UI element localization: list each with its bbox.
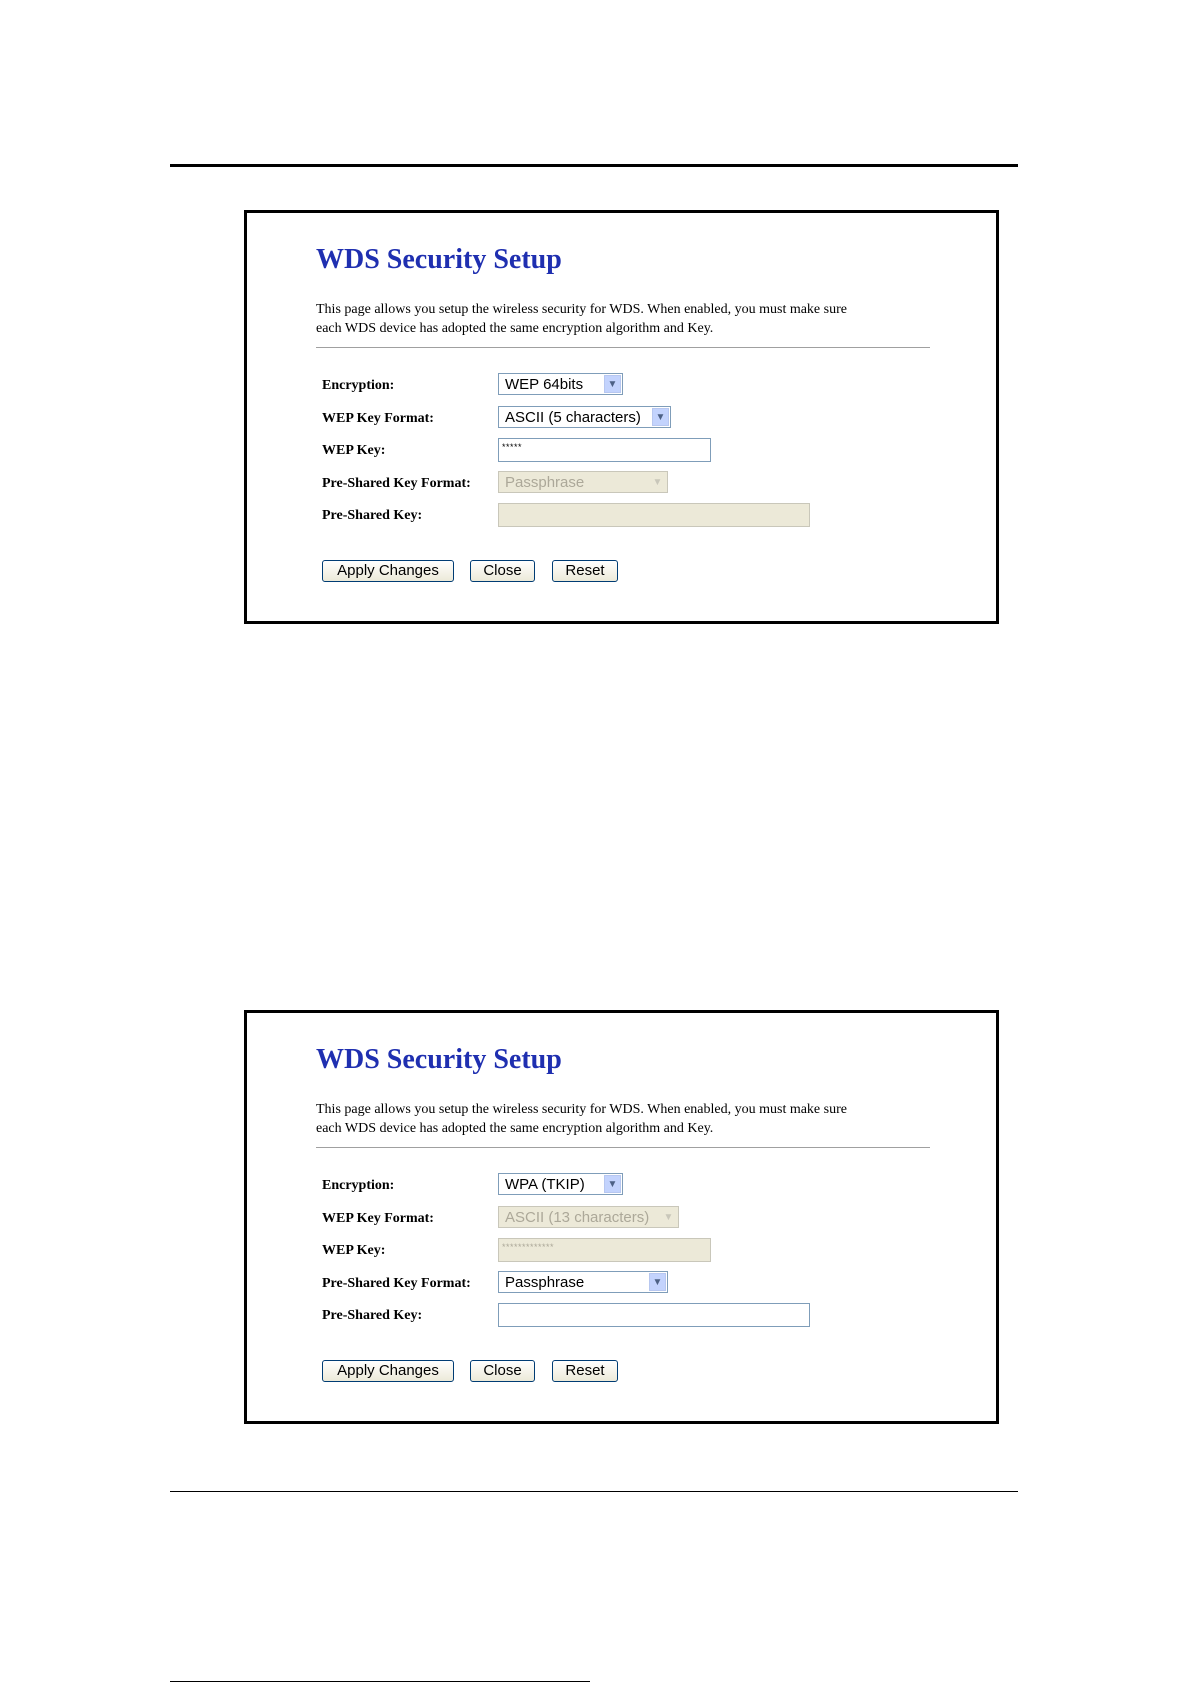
- page-header-rule: [170, 164, 1018, 167]
- wep-key-value: *****: [502, 442, 523, 452]
- encryption-row: [322, 1173, 962, 1199]
- divider: [316, 347, 930, 348]
- psk-format-select[interactable]: [498, 471, 668, 493]
- button-bar: [322, 1360, 722, 1384]
- wep-key-format-row: [322, 406, 962, 432]
- psk-label: Pre-Shared Key:: [322, 508, 423, 523]
- chevron-down-icon[interactable]: ▼: [652, 408, 669, 426]
- psk-format-label: Pre-Shared Key Format:: [322, 1276, 471, 1291]
- chevron-down-icon[interactable]: ▼: [649, 473, 666, 491]
- psk-format-label: Pre-Shared Key Format:: [322, 476, 471, 491]
- psk-format-select[interactable]: [498, 1271, 668, 1293]
- chevron-down-icon[interactable]: ▼: [660, 1208, 677, 1226]
- wep-key-input[interactable]: [498, 1238, 711, 1262]
- psk-format-value: Passphrase: [505, 1274, 585, 1291]
- description-line-2: each WDS device has adopted the same encryption algorithm and Key.: [316, 321, 714, 336]
- chevron-down-icon[interactable]: ▼: [604, 1175, 621, 1193]
- wds-security-screenshot-1: [244, 210, 999, 624]
- page-footer-rule: [170, 1491, 1018, 1492]
- psk-row: [322, 1303, 962, 1329]
- psk-format-row: [322, 1271, 962, 1297]
- wep-key-format-label: WEP Key Format:: [322, 1211, 434, 1226]
- wep-key-label: WEP Key:: [322, 1243, 386, 1258]
- encryption-select[interactable]: [498, 373, 623, 395]
- page-title: WDS Security Setup: [316, 244, 562, 275]
- encryption-value: WPA (TKIP): [505, 1176, 585, 1193]
- description-line-1: This page allows you setup the wireless security for WDS. When enabled, you must make sure: [316, 302, 847, 317]
- encryption-select[interactable]: [498, 1173, 623, 1195]
- wep-key-format-select[interactable]: [498, 1206, 679, 1228]
- wep-key-format-value: ASCII (5 characters): [505, 409, 641, 426]
- wep-key-format-row: [322, 1206, 962, 1232]
- close-button[interactable]: Close: [470, 1360, 535, 1382]
- psk-format-value: Passphrase: [505, 474, 585, 491]
- description-line-1: This page allows you setup the wireless security for WDS. When enabled, you must make sure: [316, 1102, 847, 1117]
- button-bar: [322, 560, 722, 584]
- psk-row: [322, 503, 962, 529]
- chevron-down-icon[interactable]: ▼: [604, 375, 621, 393]
- encryption-value: WEP 64bits: [505, 376, 584, 393]
- apply-changes-button[interactable]: Apply Changes: [322, 1360, 454, 1382]
- wep-key-value: *************: [502, 1242, 555, 1252]
- psk-input[interactable]: [498, 1303, 810, 1327]
- psk-format-row: [322, 471, 962, 497]
- description-line-2: each WDS device has adopted the same encryption algorithm and Key.: [316, 1121, 714, 1136]
- psk-input[interactable]: [498, 503, 810, 527]
- encryption-label: Encryption:: [322, 1178, 395, 1193]
- page-description: [316, 300, 916, 338]
- chevron-down-icon[interactable]: ▼: [649, 1273, 666, 1291]
- wep-key-label: WEP Key:: [322, 443, 386, 458]
- encryption-label: Encryption:: [322, 378, 395, 393]
- reset-button[interactable]: Reset: [552, 560, 618, 582]
- page-description: [316, 1100, 916, 1138]
- wep-key-row: [322, 1238, 962, 1264]
- wep-key-format-value: ASCII (13 characters): [505, 1209, 650, 1226]
- encryption-row: [322, 373, 962, 399]
- footnote-rule: [170, 1681, 590, 1682]
- psk-label: Pre-Shared Key:: [322, 1308, 423, 1323]
- close-button[interactable]: Close: [470, 560, 535, 582]
- reset-button[interactable]: Reset: [552, 1360, 618, 1382]
- wep-key-row: [322, 438, 962, 464]
- wep-key-format-label: WEP Key Format:: [322, 411, 434, 426]
- wep-key-input[interactable]: [498, 438, 711, 462]
- divider: [316, 1147, 930, 1148]
- apply-changes-button[interactable]: Apply Changes: [322, 560, 454, 582]
- wep-key-format-select[interactable]: [498, 406, 671, 428]
- page-title: WDS Security Setup: [316, 1044, 562, 1075]
- wds-security-screenshot-2: [244, 1010, 999, 1424]
